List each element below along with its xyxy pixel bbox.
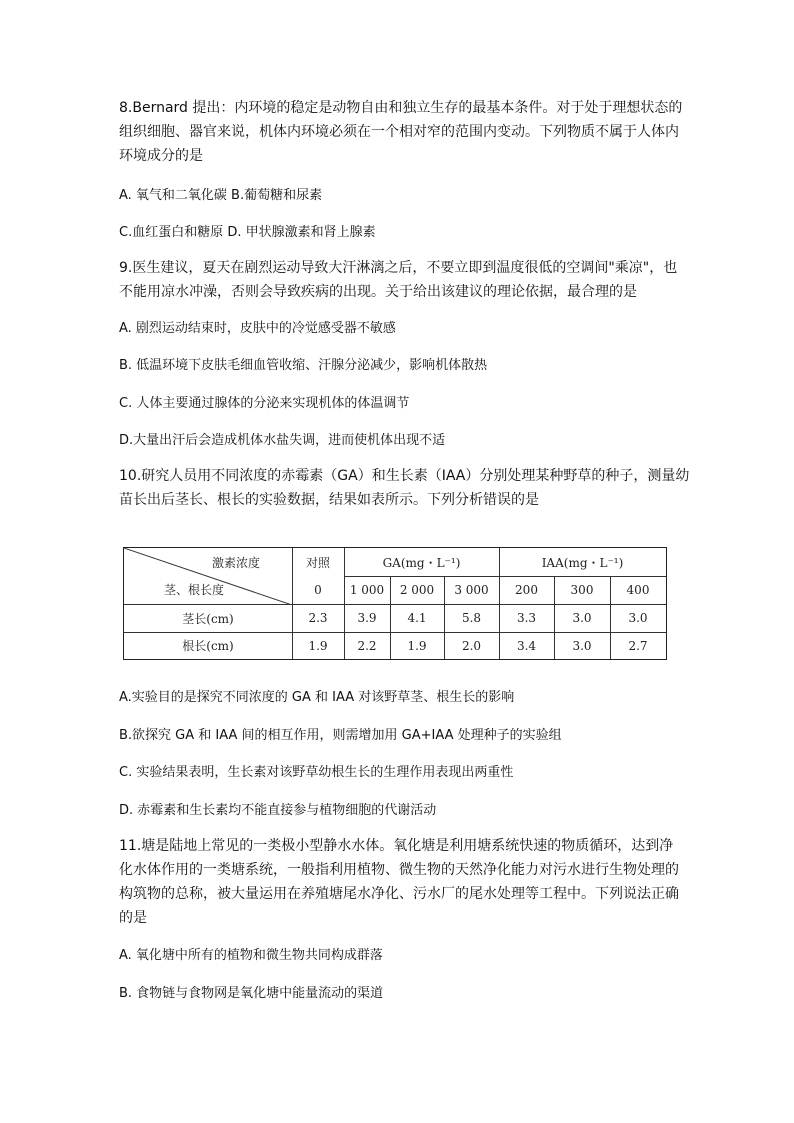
data-cell: 1.9 (308, 638, 328, 653)
data-cell: 3.0 (628, 611, 648, 625)
data-cell: 2.3 (308, 611, 328, 625)
data-cell: 2.2 (357, 638, 377, 653)
data-cell: 3.0 (572, 638, 592, 653)
data-cell: 2.0 (461, 638, 482, 653)
question-10-option-c: C. 实验结果表明，生长素对该野草幼根生长的生理作用表现出两重性 (119, 765, 514, 780)
ga-header: GA(mg・L⁻¹) (382, 555, 461, 570)
question-11-line: 11.塘是陆地上常见的一类极小型静水水体。氧化塘是利用塘系统快速的物质循环，达到净 (119, 838, 674, 854)
question-9-option-c: C. 人体主要通过腺体的分泌来实现机体的体温调节 (119, 396, 410, 411)
question-10-line: 10.研究人员用不同浓度的赤霉素（GA）和生长素（IAA）分别处理某种野草的种子，测量幼 (119, 468, 690, 484)
question-11-line: 化水体作用的一类塘系统，一般指利用植物、微生物的天然净化能力对污水进行生物处理的 (119, 862, 679, 878)
question-10-option-a: A.实验目的是探究不同浓度的 GA 和 IAA 对该野草茎、根生长的影响 (119, 690, 515, 705)
concentration-cell: 300 (570, 583, 594, 597)
question-9-stem (119, 256, 679, 304)
data-cell: 3.4 (516, 638, 537, 653)
concentration-cell: 400 (626, 583, 650, 597)
question-11-stem (119, 834, 679, 930)
question-9-option-b: B. 低温环境下皮肤毛细血管收缩、汗腺分泌减少，影响机体散热 (119, 358, 488, 373)
concentration-cell: 3 000 (454, 583, 489, 597)
question-8-line: 8.Bernard 提出：内环境的稳定是动物自由和独立生存的最基本条件。对于处于理想状态的 (119, 100, 683, 116)
data-cell: 4.1 (407, 611, 427, 625)
question-8-stem (119, 96, 683, 168)
iaa-header: IAA(mg・L⁻¹) (541, 555, 624, 570)
row-label-stem: 茎长(cm) (182, 611, 234, 626)
row-label-root: 根长(cm) (182, 639, 234, 653)
data-cell: 3.3 (516, 611, 537, 625)
data-cell: 3.9 (357, 611, 377, 625)
question-8-option-cd: C.血红蛋白和糖原 D. 甲状腺激素和肾上腺素 (119, 225, 376, 240)
data-cell: 5.8 (461, 611, 482, 625)
question-11-option-a: A. 氧化塘中所有的植物和微生物共同构成群落 (119, 948, 383, 963)
question-9-line: 9.医生建议，夏天在剧烈运动导致大汗淋漓之后，不要立即到温度很低的空调间"乘凉"，也 (119, 260, 678, 276)
question-11-option-b: B. 食物链与食物网是氧化塘中能量流动的渠道 (119, 986, 384, 1001)
concentration-cell: 2 000 (399, 583, 435, 597)
data-cell: 2.7 (628, 638, 648, 653)
corner-label-concentration: 激素浓度 (211, 555, 260, 570)
question-8-option-ab: A. 氧气和二氧化碳 B.葡萄糖和尿素 (119, 188, 323, 203)
concentration-cell: 0 (314, 583, 322, 597)
question-11-line: 构筑物的总称，被大量运用在养殖塘尾水净化、污水厂的尾水处理等工程中。下列说法正确 (119, 886, 679, 902)
question-11-line: 的是 (119, 910, 147, 926)
question-8-line: 环境成分的是 (119, 148, 203, 164)
corner-label-length: 茎、根长度 (163, 582, 224, 597)
data-cell: 3.0 (572, 611, 592, 625)
question-10-stem (119, 464, 690, 512)
question-10-option-b: B.欲探究 GA 和 IAA 间的相互作用，则需增加用 GA+IAA 处理种子的实验组 (119, 728, 562, 743)
question-10-line: 苗长出后茎长、根长的实验数据，结果如表所示。下列分析错误的是 (119, 492, 539, 508)
data-cell: 1.9 (407, 638, 427, 653)
question-9-option-a: A. 剧烈运动结束时，皮肤中的冷觉感受器不敏感 (119, 321, 396, 336)
question-10-option-d: D. 赤霉素和生长素均不能直接参与植物细胞的代谢活动 (119, 803, 437, 818)
hormone-data-table (123, 547, 667, 660)
question-8-line: 组织细胞、器官来说，机体内环境必须在一个相对窄的范围内变动。下列物质不属于人体内 (119, 124, 679, 140)
concentration-cell: 1 000 (349, 583, 385, 597)
question-9-option-d: D.大量出汗后会造成机体水盐失调，进而使机体出现不适 (119, 433, 446, 448)
concentration-cell: 200 (515, 583, 538, 597)
control-header: 对照 (305, 555, 330, 570)
question-9-line: 不能用凉水冲澡，否则会导致疾病的出现。关于给出该建议的理论依据，最合理的是 (119, 284, 637, 300)
